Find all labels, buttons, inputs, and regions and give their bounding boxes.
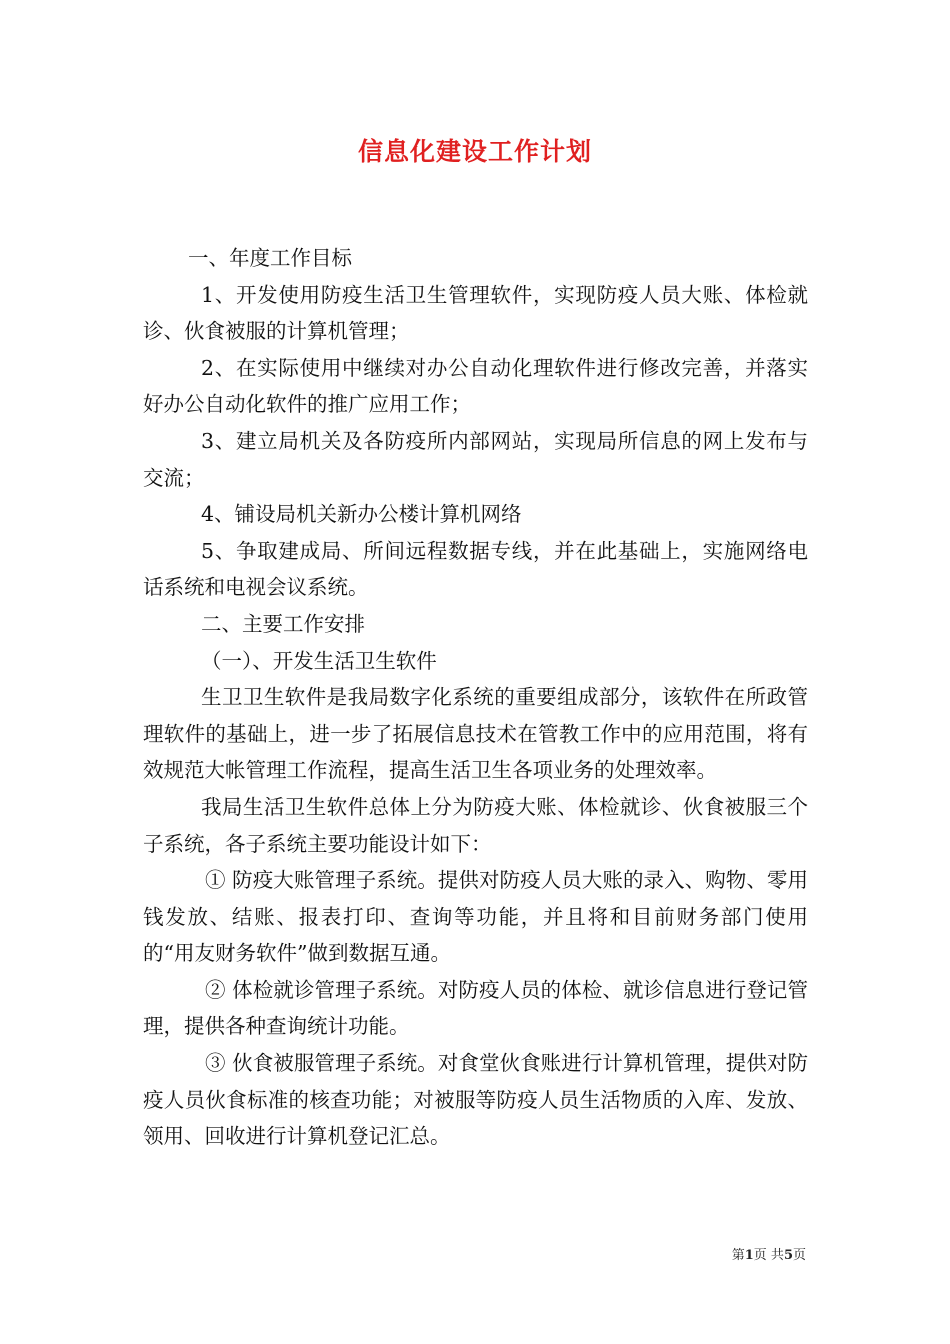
goal-item-5: 5、争取建成局、所间远程数据专线，并在此基础上，实施网络电话系统和电视会议系统。 (143, 538, 808, 600)
footer-label-3: 页 (792, 1248, 806, 1263)
subsystem-item-3: ③ 伙食被服管理子系统。对食堂伙食账进行计算机管理，提供对防疫人员伙食标准的核查功能；对被服等防疫人员生活物质的入库、发放、领用、回收进行计算机登记汇总。 (143, 1051, 808, 1149)
footer-label-2: 页 共 (753, 1248, 784, 1263)
document-title: 信息化建设工作计划 (357, 137, 592, 166)
page-number-footer (0, 1244, 806, 1263)
section-heading-2: 二、主要工作安排 (201, 611, 365, 636)
subsection-heading-1: （一）、开发生活卫生软件 (201, 648, 437, 673)
footer-total-pages: 5 (783, 1248, 793, 1263)
goal-item-1: 1、开发使用防疫生活卫生管理软件，实现防疫人员大账、体检就诊、伙食被服的计算机管理； (143, 282, 808, 344)
document-body (143, 240, 808, 1155)
footer-label-1: 第 (731, 1248, 745, 1263)
subsystem-item-1: ① 防疫大账管理子系统。提供对防疫人员大账的录入、购物、零用钱发放、结账、报表打印、查询等功能，并且将和目前财务部门使用的“用友财务软件”做到数据互通。 (143, 868, 808, 966)
goal-item-3: 3、建立局机关及各防疫所内部网站，实现局所信息的网上发布与交流； (143, 428, 808, 490)
goal-item-4: 4、铺设局机关新办公楼计算机网络 (201, 502, 522, 527)
paragraph-software-intro: 生卫卫生软件是我局数字化系统的重要组成部分，该软件在所政管理软件的基础上，进一步了拓展信息技术在管教工作中的应用范围，将有效规范大帐管理工作流程，提高生活卫生各项业务的处理效率。 (143, 685, 808, 783)
subsystem-item-2: ② 体检就诊管理子系统。对防疫人员的体检、就诊信息进行登记管理，提供各种查询统计功能。 (143, 977, 808, 1039)
paragraph-subsystems: 我局生活卫生软件总体上分为防疫大账、体检就诊、伙食被服三个子系统，各子系统主要功能设计如下： (143, 794, 808, 856)
section-heading-1: 一、年度工作目标 (188, 246, 352, 270)
footer-current-page: 1 (744, 1248, 754, 1263)
goal-item-2: 2、在实际使用中继续对办公自动化理软件进行修改完善，并落实好办公自动化软件的推广应用工作； (143, 355, 808, 417)
